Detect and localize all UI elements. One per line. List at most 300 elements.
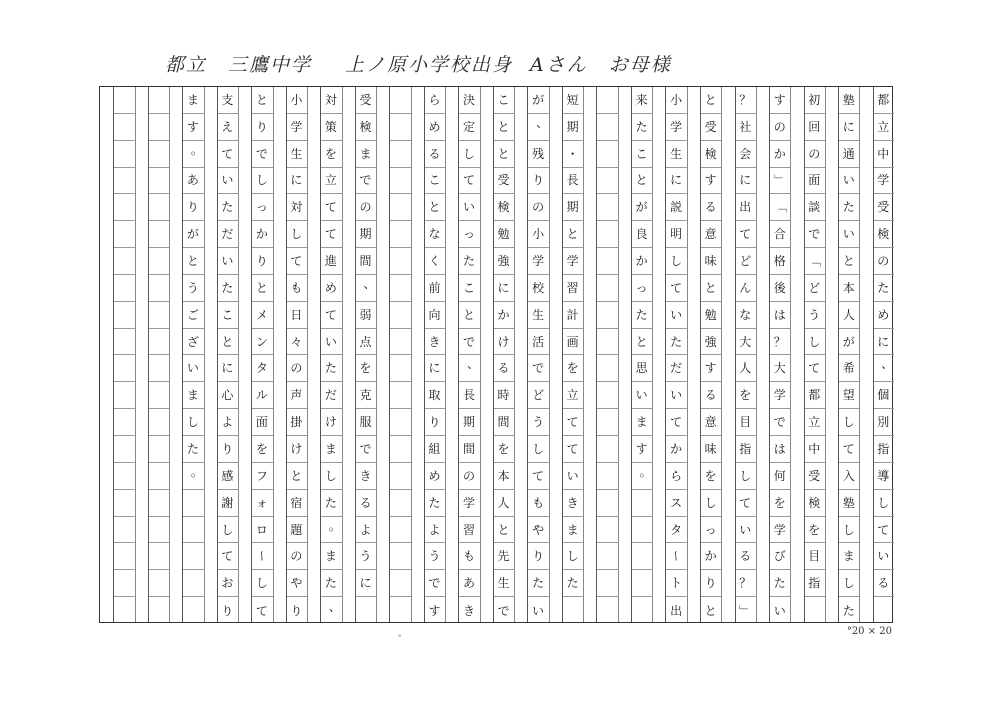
grid-char: 残 [532,146,545,161]
grid-char: が [842,334,855,349]
grid-char: 日 [290,307,303,322]
grid-column [458,87,479,622]
grid-cell [562,463,583,490]
grid-char: き [428,334,441,349]
grid-cell [493,168,514,195]
grid-cell [527,114,548,141]
grid-char: す [186,119,199,134]
grid-cell [804,168,825,195]
grid-cell [735,221,756,248]
grid-char: す [773,92,786,107]
grid-cell [148,597,169,624]
grid-char: を [324,146,337,161]
grid-cell [182,221,203,248]
grid-char: た [324,361,337,376]
grid-cell [527,248,548,275]
grid-char: に [428,361,441,376]
grid-cell [493,248,514,275]
grid-char: に [877,334,890,349]
grid-cell [286,490,307,517]
grid-char: し [186,415,199,430]
grid-cell [631,221,652,248]
grid-char: る [704,200,717,215]
grid-char: す [635,441,648,456]
grid-char: め [428,119,441,134]
grid-cell [527,302,548,329]
grid-rule [376,87,377,622]
grid-char: り [704,576,717,591]
grid-char: 、 [467,357,480,372]
grid-cell [148,517,169,544]
grid-cell [148,248,169,275]
grid-char: 学 [773,388,786,403]
grid-char: て [532,468,545,483]
grid-char: 人 [497,495,510,510]
grid-rule [458,87,459,622]
grid-cell [286,302,307,329]
grid-rule [217,87,218,622]
grid-char: い [670,388,683,403]
grid-char: 学 [290,119,303,134]
grid-char: ー [669,550,684,563]
grid-char: か [704,549,717,564]
grid-char: 格 [773,254,786,269]
grid-cell [217,409,238,436]
grid-char: た [324,576,337,591]
grid-rule [838,87,839,622]
below-grid-mark: 。 [398,629,408,639]
grid-cell [631,356,652,383]
grid-char: て [221,549,234,564]
grid-cell [665,463,686,490]
grid-cell [562,141,583,168]
grid-char: し [255,576,268,591]
grid-char: め [324,280,337,295]
grid-char: 。 [190,464,203,479]
grid-char: た [842,200,855,215]
grid-cell [769,356,790,383]
grid-cell [596,409,617,436]
grid-cell [148,436,169,463]
grid-cell [182,248,203,275]
grid-cell [665,275,686,302]
grid-cell [458,329,479,356]
grid-char: 後 [773,280,786,295]
grid-cell [424,570,445,597]
grid-char: く [428,254,441,269]
grid-char: た [221,200,234,215]
grid-rule [583,87,584,622]
grid-cell [148,329,169,356]
grid-cell [596,141,617,168]
grid-rule [514,87,515,622]
grid-char: ま [359,146,372,161]
grid-cell [631,543,652,570]
grid-cell [838,141,859,168]
grid-cell [873,87,894,114]
grid-cell [562,409,583,436]
grid-cell [286,570,307,597]
grid-cell [596,597,617,624]
grid-cell [355,597,376,624]
grid-char: か [773,146,786,161]
grid-char: と [463,307,476,322]
grid-char: 生 [532,307,545,322]
grid-cell [217,517,238,544]
grid-cell [286,248,307,275]
grid-cell [355,436,376,463]
grid-cell [355,543,376,570]
grid-cell [562,194,583,221]
grid-cell [424,436,445,463]
grid-cell [148,275,169,302]
grid-cell [355,275,376,302]
grid-char: 目 [739,415,752,430]
grid-char: 題 [290,522,303,537]
grid-cell [320,302,341,329]
grid-char: い [842,173,855,188]
grid-cell [804,114,825,141]
grid-char: ま [324,549,337,564]
grid-char: た [186,441,199,456]
grid-cell [424,356,445,383]
grid-rule [389,87,390,622]
grid-char: 別 [877,415,890,430]
grid-cell [596,114,617,141]
grid-cell [493,409,514,436]
grid-rule [631,87,632,622]
grid-cell [596,275,617,302]
grid-cell [873,329,894,356]
grid-char: て [324,200,337,215]
grid-char: 塾 [842,92,855,107]
grid-char: た [532,576,545,591]
grid-cell [700,490,721,517]
grid-cell [527,87,548,114]
grid-cell [665,597,686,624]
grid-rule [493,87,494,622]
grid-rule [411,87,412,622]
grid-cell [148,382,169,409]
grid-char: し [877,495,890,510]
grid-cell [251,114,272,141]
grid-char: 学 [566,254,579,269]
grid-cell [804,248,825,275]
grid-char: り [532,549,545,564]
grid-char: い [221,173,234,188]
grid-cell [182,168,203,195]
grid-char: は [773,307,786,322]
grid-cell [389,87,410,114]
grid-char: ん [739,280,752,295]
grid-char: 期 [359,227,372,242]
grid-char: ま [186,388,199,403]
grid-char: で [808,227,821,242]
grid-char: 習 [463,522,476,537]
grid-cell [389,141,410,168]
grid-char: 期 [566,200,579,215]
grid-cell [596,194,617,221]
grid-char: 学 [463,495,476,510]
grid-char: 導 [877,468,890,483]
grid-char: い [773,603,786,618]
grid-char: う [359,549,372,564]
grid-rule [618,87,619,622]
grid-char: う [532,415,545,430]
grid-char: が [186,227,199,242]
grid-char: で [497,603,510,618]
grid-cell [113,490,134,517]
grid-cell [665,382,686,409]
grid-cell [320,543,341,570]
grid-char: を [773,495,786,510]
grid-column [217,87,238,622]
grid-char: の [463,468,476,483]
grid-cell [286,463,307,490]
grid-cell [113,194,134,221]
grid-cell [286,87,307,114]
grid-rule [756,87,757,622]
grid-char: し [255,173,268,188]
grid-cell [631,463,652,490]
grid-cell [596,302,617,329]
grid-cell [113,168,134,195]
grid-cell [769,463,790,490]
grid-cell [251,168,272,195]
grid-cell [493,570,514,597]
grid-char: 向 [428,307,441,322]
grid-cell [769,329,790,356]
grid-char: の [290,361,303,376]
grid-cell [458,194,479,221]
grid-char: で [428,576,441,591]
grid-char: し [842,522,855,537]
grid-char: し [324,468,337,483]
grid-char: ま [842,549,855,564]
grid-rule [135,87,136,622]
grid-cell [700,248,721,275]
grid-cell [769,87,790,114]
grid-char: け [290,441,303,456]
grid-cell [873,382,894,409]
grid-char: 声 [290,388,303,403]
grid-char: 小 [290,92,303,107]
grid-cell [838,570,859,597]
grid-char: て [221,146,234,161]
grid-char: 受 [704,119,717,134]
grid-char: 初 [808,92,821,107]
grid-cell [735,543,756,570]
grid-char: た [324,495,337,510]
grid-cell [596,356,617,383]
grid-cell [527,490,548,517]
grid-cell [562,87,583,114]
grid-char: 点 [359,334,372,349]
grid-char: た [635,307,648,322]
grid-cell [217,597,238,624]
grid-cell [804,570,825,597]
grid-char: す [428,603,441,618]
grid-cell [389,597,410,624]
grid-rule [251,87,252,622]
grid-cell [665,141,686,168]
grid-char: 組 [428,441,441,456]
grid-cell [700,221,721,248]
grid-cell [113,382,134,409]
grid-char: 生 [497,576,510,591]
grid-cell [804,543,825,570]
grid-char: 立 [566,388,579,403]
grid-char: た [877,280,890,295]
grid-cell [735,302,756,329]
grid-cell [424,329,445,356]
grid-cell [458,382,479,409]
grid-cell [286,382,307,409]
grid-cell [320,517,341,544]
grid-rule [596,87,597,622]
grid-cell [493,141,514,168]
grid-char: し [739,468,752,483]
grid-cell [493,114,514,141]
grid-char: い [532,603,545,618]
grid-char: で [463,334,476,349]
grid-cell [113,275,134,302]
grid-char: 勉 [497,227,510,242]
grid-cell [665,329,686,356]
grid-cell [735,409,756,436]
grid-cell [458,141,479,168]
grid-cell [665,87,686,114]
grid-char: 人 [842,307,855,322]
grid-cell [804,436,825,463]
grid-rule [687,87,688,622]
grid-cell [700,597,721,624]
grid-cell [631,597,652,624]
grid-column [148,87,169,622]
grid-cell [389,275,410,302]
grid-char: ル [255,388,268,403]
grid-char: 短 [566,92,579,107]
header-origin: 上ノ原小学校出身 [345,54,514,76]
grid-char: ら [428,92,441,107]
grid-rule [286,87,287,622]
grid-cell [286,409,307,436]
grid-char: り [428,415,441,430]
grid-cell [700,114,721,141]
grid-column [769,87,790,622]
grid-cell [113,302,134,329]
grid-cell [735,114,756,141]
grid-cell [596,87,617,114]
grid-cell [320,275,341,302]
grid-cell [527,141,548,168]
grid-cell [493,329,514,356]
grid-char: 人 [739,361,752,376]
grid-rule [148,87,149,622]
grid-char: っ [635,280,648,295]
grid-char: た [463,254,476,269]
grid-cell [424,490,445,517]
grid-cell [251,436,272,463]
grid-cell [769,114,790,141]
grid-rule [273,87,274,622]
grid-cell [286,543,307,570]
grid-char: と [497,522,510,537]
grid-cell [389,168,410,195]
grid-cell [113,543,134,570]
grid-cell [804,409,825,436]
grid-cell [217,490,238,517]
grid-char: い [635,388,648,403]
grid-cell [493,543,514,570]
grid-char: で [773,415,786,430]
grid-cell [424,168,445,195]
grid-cell [665,436,686,463]
grid-char: し [290,227,303,242]
grid-cell [562,302,583,329]
grid-char: 、 [328,599,341,614]
grid-char: き [359,468,372,483]
grid-char: 意 [704,415,717,430]
grid-cell [665,168,686,195]
grid-cell [804,275,825,302]
grid-char: と [428,200,441,215]
grid-cell [113,114,134,141]
grid-char: 合 [773,227,786,242]
grid-cell [389,382,410,409]
grid-cell [458,221,479,248]
grid-char: き [566,495,579,510]
grid-rule [182,87,183,622]
grid-cell [665,248,686,275]
grid-rule [238,87,239,622]
grid-cell [631,114,652,141]
grid-cell [769,141,790,168]
grid-cell [458,570,479,597]
grid-rule [527,87,528,622]
grid-char: 活 [532,334,545,349]
grid-cell [251,463,272,490]
grid-cell [804,597,825,624]
grid-char: て [324,227,337,242]
grid-cell [631,87,652,114]
grid-cell [148,463,169,490]
grid-char: メ [255,307,268,322]
grid-char: の [532,200,545,215]
grid-cell [665,194,686,221]
grid-char: 画 [566,334,579,349]
grid-char: ー [254,550,269,563]
grid-cell [527,436,548,463]
grid-rule [735,87,736,622]
grid-char: と [635,334,648,349]
grid-char: ォ [255,495,268,510]
grid-char: 説 [670,200,683,215]
grid-cell [700,409,721,436]
grid-cell [148,490,169,517]
grid-char: の [808,146,821,161]
grid-cell [527,275,548,302]
grid-char: い [186,361,199,376]
grid-char: り [221,603,234,618]
grid-char: 、 [363,276,376,291]
grid-cell [217,194,238,221]
grid-char: る [877,576,890,591]
grid-cell [182,543,203,570]
grid-char: 何 [773,468,786,483]
grid-rule [424,87,425,622]
grid-char: こ [221,307,234,322]
